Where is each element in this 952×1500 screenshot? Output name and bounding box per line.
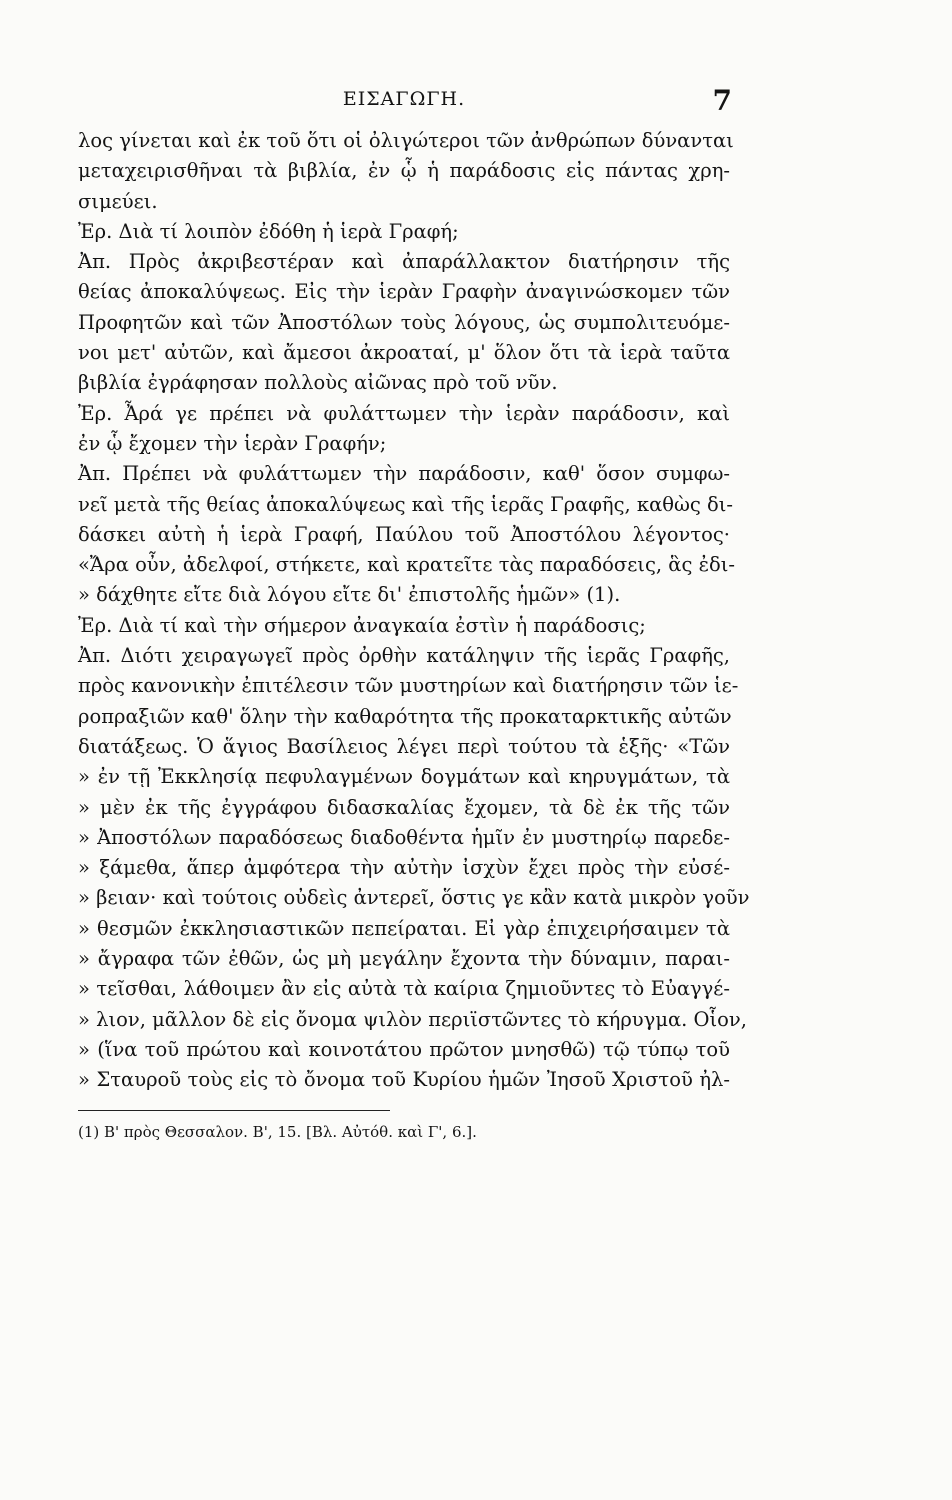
text-line: σιμεύει. [78,189,158,213]
text-line: Ἀπ. Πρὸς ἀκριβεστέραν καὶ ἀπαράλλακτον διατήρησιν τῆς [78,250,730,274]
text-line: ροπραξιῶν καθ' ὅλην τὴν καθαρότητα τῆς προκαταρκτικῆς αὐτῶν [78,704,732,728]
text-line: διατάξεως. Ὁ ἅγιος Βασίλειος λέγει περὶ τούτου τὰ ἑξῆς· «Τῶν [78,734,730,758]
text-line: Προφητῶν καὶ τῶν Ἀποστόλων τοὺς λόγους, ὡς συμπολιτευόμε- [78,310,730,334]
text-line: «Ἄρα οὖν, ἀδελφοί, στήκετε, καὶ κρατεῖτε τὰς παραδόσεις, ἃς ἐδι- [78,553,736,577]
text-line: » ξάμεθα, ἅπερ ἀμφότερα τὴν αὐτὴν ἰσχὺν ἔχει πρὸς τὴν εὐσέ- [78,856,730,880]
footnote-rule [78,1110,390,1111]
text-line: νοι μετ' αὐτῶν, καὶ ἄμεσοι ἀκροαταί, μ' ὅλον ὅτι τὰ ἱερὰ ταῦτα [78,341,730,365]
text-line: » ἄγραφα τῶν ἐθῶν, ὡς μὴ μεγάλην ἔχοντα τὴν δύναμιν, παραι- [78,947,730,971]
text-line: » τεῖσθαι, λάθοιμεν ἂν εἰς αὐτὰ τὰ καίρια ζημιοῦντες τὸ Εὐαγγέ- [78,977,730,1001]
text-line: νεῖ μετὰ τῆς θείας ἀποκαλύψεως καὶ τῆς ἱερᾶς Γραφῆς, καθὼς δι- [78,492,734,516]
text-line: » λιον, μᾶλλον δὲ εἰς ὄνομα ψιλὸν περιϊστῶντες τὸ κήρυγμα. Οἷον, [78,1007,747,1031]
footnote: (1) Β' πρὸς Θεσσαλον. Β', 15. [Βλ. Αὐτόθ. καὶ Γ', 6.]. [78,1122,477,1141]
text-line: ἐν ᾧ ἔχομεν τὴν ἱερὰν Γραφήν; [78,431,387,455]
text-line: » δάχθητε εἴτε διὰ λόγου εἴτε δι' ἐπιστολῆς ἡμῶν» (1). [78,583,621,607]
book-page [78,84,750,1141]
text-line: βιβλία ἐγράφησαν πολλοὺς αἰῶνας πρὸ τοῦ νῦν. [78,371,558,395]
text-line: Ἐρ. Διὰ τί λοιπὸν ἐδόθη ἡ ἱερὰ Γραφή; [78,219,459,243]
text-line: μεταχειρισθῆναι τὰ βιβλία, ἐν ᾧ ἡ παράδοσις εἰς πάντας χρη- [78,159,730,183]
text-line: » θεσμῶν ἐκκλησιαστικῶν πεπείραται. Εἰ γὰρ ἐπιχειρήσαιμεν τὰ [78,916,730,940]
text-line: δάσκει αὐτὴ ἡ ἱερὰ Γραφή, Παύλου τοῦ Ἀποστόλου λέγοντος· [78,522,730,546]
text-line: πρὸς κανονικὴν ἐπιτέλεσιν τῶν μυστηρίων καὶ διατήρησιν τῶν ἱε- [78,674,739,698]
page-header [78,84,730,118]
text-line: λος γίνεται καὶ ἐκ τοῦ ὅτι οἱ ὀλιγώτεροι τῶν ἀνθρώπων δύνανται [78,129,734,152]
body-text [78,126,750,1096]
text-line: Ἀπ. Διότι χειραγωγεῖ πρὸς ὀρθὴν κατάληψιν τῆς ἱερᾶς Γραφῆς, [78,644,730,668]
text-line: » Ἀποστόλων παραδόσεως διαδοθέντα ἡμῖν ἐν μυστηρίῳ παρεδε- [78,825,730,849]
running-title: ΕΙΣΑΓΩΓΗ. [342,88,466,110]
text-line: Ἐρ. Ἆρά γε πρέπει νὰ φυλάττωμεν τὴν ἱερὰν παράδοσιν, καὶ [78,401,730,425]
text-line: θείας ἀποκαλύψεως. Εἰς τὴν ἱερὰν Γραφὴν ἀναγινώσκομεν τῶν [78,280,730,304]
text-line: » ἐν τῇ Ἐκκλησίᾳ πεφυλαγμένων δογμάτων καὶ κηρυγμάτων, τὰ [78,765,730,789]
text-line: Ἐρ. Διὰ τί καὶ τὴν σήμερον ἀναγκαία ἐστὶν ἡ παράδοσις; [78,613,646,637]
text-line: » μὲν ἐκ τῆς ἐγγράφου διδασκαλίας ἔχομεν, τὰ δὲ ἐκ τῆς τῶν [78,795,730,819]
text-line: » βειαν· καὶ τούτοις οὐδεὶς ἀντερεῖ, ὅστις γε κἂν κατὰ μικρὸν γοῦν [78,886,750,910]
text-line: Ἀπ. Πρέπει νὰ φυλάττωμεν τὴν παράδοσιν, καθ' ὅσον συμφω- [78,462,730,486]
page-number: 7 [712,84,732,117]
text-line: » (ἵνα τοῦ πρώτου καὶ κοινοτάτου πρῶτον μνησθῶ) τῷ τύπῳ τοῦ [78,1037,730,1061]
text-line: » Σταυροῦ τοὺς εἰς τὸ ὄνομα τοῦ Κυρίου ἡμῶν Ἰησοῦ Χριστοῦ ἠλ- [78,1068,730,1092]
